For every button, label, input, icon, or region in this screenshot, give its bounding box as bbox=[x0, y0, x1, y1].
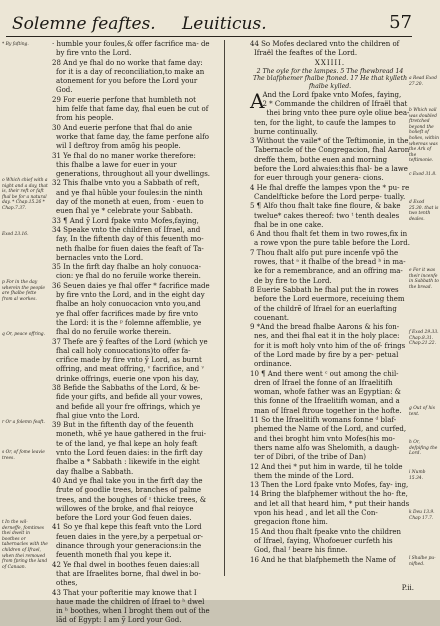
header-book-title: Leuiticus. bbox=[182, 14, 267, 34]
right-margin-notes bbox=[409, 268, 439, 290]
verse-text: And the Lord fpake vnto Mofes, faying, bbox=[262, 90, 402, 99]
verse: 44 So Mofes declared vnto the children of Ifraël the feaftes of the Lord. bbox=[250, 40, 400, 58]
running-header bbox=[6, 14, 412, 37]
margin-note: s Or, of fome leavie trees. bbox=[2, 450, 45, 461]
verse: 13 Then the Lord fpake vnto Mofes, fay- ing, bbox=[250, 481, 409, 490]
margin-note: k Deu 13.9. Chap 17.7. bbox=[409, 510, 435, 521]
left-margin-notes bbox=[2, 420, 48, 426]
verse: 7 Thou fhalt alfo put pure incenfe vpõ the rowes, that ᵃ it fhalbe of the bread ᵇ in ma- ke for a remembrance, and an offring ma- de by fire to the Lord. bbox=[250, 248, 406, 285]
verse: 40 And ye fhal take you in the firft day the frute of goodlie trees, branches of palme trees, and the boughes of ᶻ thicke trees, & willowes of the broke, and fhal reioyce before the Lord your God feuen daies. bbox=[52, 476, 207, 523]
right-margin-notes bbox=[409, 556, 439, 567]
margin-note: e For it was their incenfe in Sabbath to the bread. bbox=[409, 268, 439, 290]
verse: 9 *And the bread fhalbe Aarons & his fon- nes, and thei fhal eat it in the holy place: for it is moft holy vnto him of the of- frings of the Lord made by fire by a per- petual ordinance. bbox=[250, 323, 406, 369]
verse: 36 Seuen daies ye fhal offer * facrifice made by fire vnto the Lord, and in the eight day fhalbe an holy conuocacion vnto you,and ye fhal offer facrifices made by fire vnto the Lord: it is the ᵖ folemne affemblie, ye fhal do no feruile worke therein. bbox=[52, 281, 210, 337]
right-margin-notes bbox=[409, 108, 439, 164]
verse: 32 This fhalbe vnto you a Sabbath of reft, and ye fhal hũble your foules:in the ninth day of the moneth at euen, from · euen to euen fhal ye * celebrate your Sabbath. bbox=[52, 179, 204, 216]
margin-note: h Or, defpifing the Lord. bbox=[409, 440, 438, 457]
margin-note: o Which chief with a night and a day, that is, their reft or faft fhal be for a natural day. * Chap.15.26 * Chap.7.37. bbox=[2, 178, 48, 211]
margin-note: r Or a folemn feaft. bbox=[2, 420, 45, 425]
left-margin-notes bbox=[2, 280, 48, 302]
verse: 35 In the firft day fhalbe an holy conuoca- cion: ye fhal do no feruile worke therein. bbox=[52, 263, 202, 281]
left-margin-notes bbox=[2, 42, 48, 48]
margin-note: Exod 23.16. bbox=[2, 232, 29, 237]
margin-note: a Read Exod 27.20. bbox=[409, 76, 437, 87]
margin-note: p For in the day wherein the people are fhalbe fette from al workes. bbox=[2, 280, 45, 302]
margin-note: b Which vail was doubled ftretched beyond the holieft of holies, within whereas was the Ark of the teftimonie. bbox=[409, 108, 439, 164]
left-text-column bbox=[52, 40, 210, 626]
margin-note: l Shalbe pu- nifhed. bbox=[409, 556, 436, 567]
verse: 39 But in the fiftenth day of the feuenth moneth, whẽ ye haue gathered in the frui- te of the land, ye fhal kepe an holy feaft vnto the Lord feuen daies: in the firft day fhalbe a * Sabbath : likewife in the eight day fhalbe a Sabbath. bbox=[52, 421, 207, 476]
verse: 16 And he that blafphemeth the Name of bbox=[250, 555, 396, 564]
verse: 43 That your pofteritie may knowe that I haue made the children of Ifrael to ʰ dwel in ʰ boothes, when I broght them out of the lãd of Egypt: I am ỹ Lord your God. bbox=[52, 588, 210, 625]
margin-note: g Out of his tent. bbox=[409, 406, 435, 417]
chapter-heading: XXIIII. bbox=[314, 58, 346, 67]
verse: 28 And ye fhal do no worke that fame day: for it is a day of reconciliation,to make an atonement for you before the Lord your God. bbox=[52, 58, 205, 95]
right-margin-notes bbox=[409, 440, 439, 457]
verse: 6 And thou fhalt fet them in two rowes,fix in a rowe vpon the pure table before the Lord. bbox=[250, 230, 410, 248]
verse: 8 Euerie Sabbath he fhal put the in rowes before the Lord euermore, receiuing them of the childrẽ of Ifrael for an euerlafting couenant. bbox=[250, 285, 405, 322]
right-margin-notes bbox=[409, 76, 439, 87]
verse: 33 ¶ And ỹ Lord fpake vnto Mofes,faying, bbox=[52, 216, 199, 225]
verse: 38 Befide the Sabbaths of the Lord, & be- fide your gifts, and befide all your vowes, and befide all your fre offrings, which ye fhal giue vnto the Lord. bbox=[52, 383, 203, 420]
verse: 14 Bring the blafphemer without the ho- fte, and let all that heard him, * put their hands vpon his head , and let all the Con- gregacion ftone him. bbox=[250, 490, 410, 527]
right-margin-notes bbox=[409, 510, 439, 521]
signature-mark: P.ii. bbox=[401, 584, 414, 592]
right-margin-notes bbox=[409, 470, 439, 481]
verse: 4 He fhal dreffe the lampes vpon the * pu- re Candelfticke before the Lord perpe- tually. bbox=[250, 183, 410, 201]
verse: · humble your foules,& offer facrifice ma- de by fire vnto the Lord. bbox=[52, 40, 210, 58]
verse: 10 ¶ And there went ᶜ out among the chil- dren of Ifrael the fonne of an Ifraelitifh woman, whofe father was an Egyptian: & this fonne of the Ifraelitifh woman, and a man of Ifrael ftroue together in the hofte. bbox=[250, 369, 402, 415]
right-margin-notes bbox=[409, 406, 439, 417]
margin-note: i Numb 15.34. bbox=[409, 470, 426, 481]
right-text-column bbox=[250, 40, 410, 565]
chapter-summary: 2 The oyle for the lampes. 5 The fhewbread 14 The blafphemer fhalbe ftoned. 17 He that kylleth fhalbe kylled. bbox=[252, 67, 408, 91]
margin-note: f Exod 29.33. Chap.8.31. Chap.21.22. bbox=[409, 330, 439, 347]
page-number: 57 bbox=[389, 12, 412, 33]
left-margin-notes bbox=[2, 520, 48, 570]
left-margin-notes bbox=[2, 178, 48, 212]
verse: 2 * Commande the children of Ifraël that thei bring vnto thee pure oyle oliue bea- ten, for the light, to caufe the lampes to burne continually. bbox=[254, 99, 410, 136]
verse: 30 And euerie perfone that fhal do anie worke that fame day, the fame perfone alfo wil I deftroy from amõg his people. bbox=[52, 123, 209, 151]
verse: 41 So ye fhal kepe this feaft vnto the Lord feuen daies in the yere,by a perpetual or- dinance through your generacions:in the feuenth moneth fhal you kepe it. bbox=[52, 523, 203, 560]
margin-note: q Or, peace offring. bbox=[2, 332, 45, 337]
left-margin-notes bbox=[2, 450, 48, 461]
margin-note: t In the wil- derneffe, fomtimes thei dwelt in boothes or tabernacles with the children of Ifrael, when thei remoued from fpring the land of Canaan. bbox=[2, 520, 48, 570]
verse bbox=[250, 88, 410, 113]
column-divider bbox=[224, 40, 225, 576]
verse: 15 And thou fhalt fpeake vnto the children of Ifrael, faying, Whofoeuer curfeth his God, fhal ᶠ beare his finne. bbox=[250, 527, 402, 555]
drop-capital: A bbox=[250, 88, 265, 113]
verse: 42 Ye fhal dwel in boothes feuen daies:all that are Ifraelites borne, fhal dwel in bo- othes, bbox=[52, 560, 201, 588]
verse: 34 Speake vnto the children of Ifrael, and fay, In the fiftenth day of this feuenth mo- neth fhalbe for fiuen daies the feaft of Ta- bernacles vnto the Lord. bbox=[52, 225, 204, 262]
left-margin-notes bbox=[2, 232, 48, 238]
verse: 29 For euerie perfone that humbleth not him felfe that fame day, fhal euen be cut of from his people. bbox=[52, 95, 209, 123]
right-margin-notes bbox=[409, 172, 439, 178]
margin-note: * By fafting. bbox=[2, 42, 29, 47]
verse: 11 So the Ifraelitifh womans fonne ᵈ blaf- phemed the Name of the Lord, and curfed, and thei broght him vnto Mofes(his mo- thers name alfo was Shelomith, a daugh- ter of Dibri, of the tribe of Dan) bbox=[250, 416, 407, 462]
header-left-title: Solemne feaftes. bbox=[12, 14, 156, 34]
right-margin-notes bbox=[409, 200, 439, 222]
verse: 12 And thei * put him in warde, til he tolde them the minde of the Lord. bbox=[250, 462, 403, 480]
margin-note: d Exod 25.30. that is two tenth deales. bbox=[409, 200, 439, 222]
left-margin-notes bbox=[2, 332, 48, 338]
verse: 37 Thefe are ỹ feaftes of the Lord (which ye fhal call holy conuocations)to offer fa- crifice made by fire vnto ỹ Lord, as burnt offring, and meat offring, ᵛ facrifice, and ᵛ drinke offrings, euerie one vpon his day, bbox=[52, 337, 208, 383]
right-margin-notes bbox=[409, 330, 439, 347]
margin-note: c Exod 31.8. bbox=[409, 172, 437, 177]
verse: 3 Without the vaile* of the Teftimonie, in the Tabernacle of the Congregacion, fhal Aaron dreffe them, bothe euen and morning before the Lord alwaies:this fhal- be a lawe for euer through your genera- cions. bbox=[250, 137, 410, 183]
verse: 5 ¶ Alfo thou fhalt take fine floure, & bake twelue* cakes thereof: two ᵗ tenth deales fhal be in one cake. bbox=[250, 202, 401, 229]
verse: 31 Ye fhal do no maner worke therefore: this fhalbe a lawe for euer in your generations, throughout all your dwellings. bbox=[52, 151, 211, 179]
